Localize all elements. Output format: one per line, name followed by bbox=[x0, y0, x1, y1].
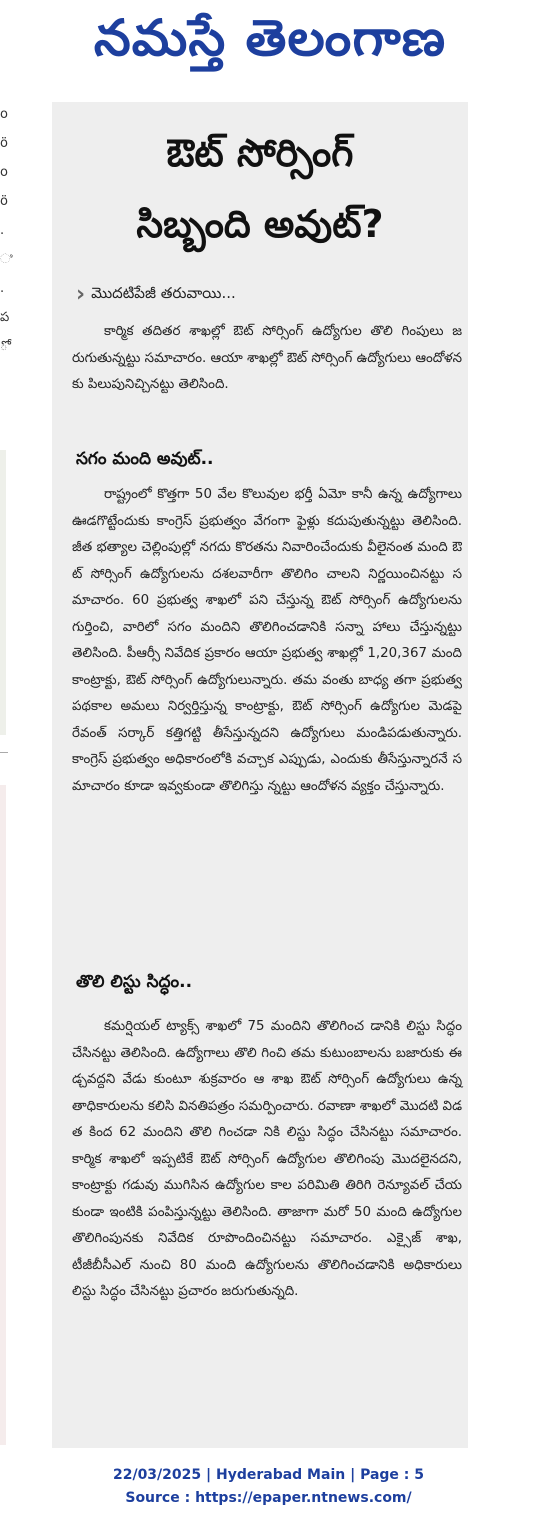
continuation-label: మొదటిపేజీ తరువాయి... bbox=[91, 284, 236, 302]
fragment-char: ప bbox=[0, 310, 10, 325]
headline-line: సిబ్బంది అవుట్? bbox=[136, 202, 384, 246]
adjacent-column-strip bbox=[0, 450, 6, 735]
source-line: Source : https://epaper.ntnews.com/ bbox=[125, 1490, 412, 1506]
newspaper-masthead: నమస్తే తెలంగాణ bbox=[93, 8, 447, 67]
intro-paragraph: కార్మిక తదితర శాఖల్లో ఔట్ సోర్సింగ్ ఉద్యోగుల తొలి గింపులు జరుగుతున్నట్టు సమాచారం. ఆయా శాఖల్లో ఔట్ సోర్సింగ్ ఉద్యోగులు ఆందోళనకు పిలుపునిచ్చినట్టు తెలిసింది. bbox=[72, 324, 462, 392]
divider bbox=[0, 752, 8, 753]
chevron-right-icon: › bbox=[76, 282, 86, 307]
body-paragraph: రాష్ట్రంలో కొత్తగా 50 వేల కొలువుల భర్తీ ఏమో కానీ ఉన్న ఉద్యోగాలు ఊడగొట్టేందుకు కాంగ్రెస్ ప్రభుత్వం వేగంగా ఫైళ్లు కదుపుతున్నట్టు తెలిసింది. జీత భత్యాల చెల్లింపుల్లో నగదు కొరతను నివారించేందుకు వీలైనంత మంది ఔట్ సోర్సింగ్ ఉద్యోగులను దశలవారీగా తొలిగిం చాలని నిర్ణయించినట్టు సమాచారం. 60 ప్రభుత్వ శాఖలో పని చేస్తున్న ఔట్ సోర్సింగ్ ఉద్యోగులను గుర్తించి, వారిలో సగం మందిని తొలిగించడానికి సన్నా హాలు చేస్తున్నట్టు తెలిసింది. పీఆర్సీ నివేదిక ప్రకారం ఆయా ప్రభుత్వ శాఖల్లో 1,20,367 మంది కాంట్రాక్టు, ఔట్ సోర్సింగ్ ఉద్యోగులున్నారు. తమ వంతు బాధ్య తగా ప్రభుత్వ పథకాల అమలు నిర్వర్తిస్తున్న కాంట్రాక్టు, ఔట్ సోర్సింగ్ ఉద్యోగుల మెడపై రేవంత్ సర్కార్ కత్తిగట్టి తీసేస్తున్నదని ఉద్యోగులు మండిపడుతున్నారు. కాంగ్రెస్ ప్రభుత్వం అధికారంలోకి వచ్చాక ఎప్పుడు, ఎందుకు తీసేస్తున్నారనే సమాచారం కూడా ఇవ్వకుండా తొలిగిస్తు న్నట్టు ఆందోళన వ్యక్తం చేస్తున్నారు. bbox=[72, 487, 462, 794]
fragment-char: ಿ bbox=[0, 252, 13, 267]
fragment-char: ö bbox=[0, 194, 8, 209]
fragment-char: ో bbox=[0, 339, 8, 354]
article-clipping bbox=[52, 102, 468, 1448]
section-subheading: సగం మంది అవుట్.. bbox=[76, 449, 214, 469]
body-paragraph: కమర్షియల్ ట్యాక్స్ శాఖలో 75 మందిని తొలిగించ డానికి లిస్టు సిద్ధం చేసినట్టు తెలిసింది. ఉద్యోగాలు తొలి గించి తమ కుటుంబాలను బజారుకు ఈడ్చవద్దని వేడు కుంటూ శుక్రవారం ఆ శాఖ ఔట్ సోర్సింగ్ ఉద్యోగులు ఉన్నతాధికారులను కలిసి వినతిపత్రం సమర్పించారు. రవాణా శాఖలో మొదటి విడత కింద 62 మందిని తొలి గించడా నికి లిస్టు సిద్ధం చేసినట్టు సమాచారం. కార్మిక శాఖలో ఇప్పటికే ఔట్ సోర్సింగ్ ఉద్యోగుల తొలిగింపు మొదలైనదని, కాంట్రాక్టు గడువు ముగిసిన ఉద్యోగుల కాల పరిమితి తిరిగి రెన్యూవల్ చేయకుండా ఇంటికి పంపిస్తున్నట్టు తెలిసింది. తాజాగా మరో 50 మంది ఉద్యోగుల తొలిగింపునకు నివేదిక రూపొందించినట్టు సమాచారం. ఎక్సైజ్ శాఖ, టీజీబీసీఎల్ నుంచి 80 మంది ఉద్యోగులను తొలిగించడానికి అధికారులు లిస్టు సిద్ధం చేసినట్టు ప్రచారం జరుగుతున్నది. bbox=[72, 1019, 462, 1299]
article-headline bbox=[52, 118, 468, 260]
fragment-char: ö bbox=[0, 136, 8, 151]
date-edition-line: 22/03/2025 | Hyderabad Main | Page : 5 bbox=[112, 1467, 425, 1483]
fragment-char: o bbox=[0, 165, 8, 180]
adjacent-column-strip bbox=[0, 785, 6, 1445]
fragment-char: . bbox=[0, 223, 5, 238]
section-subheading: తొలి లిస్టు సిద్ధం.. bbox=[76, 972, 193, 992]
continuation-marker bbox=[76, 284, 236, 306]
fragment-char: . bbox=[0, 281, 5, 296]
headline-line: ఔట్ సోర్సింగ్ bbox=[166, 131, 354, 175]
adjacent-column-fragments bbox=[0, 100, 14, 361]
fragment-char: o bbox=[0, 107, 8, 122]
